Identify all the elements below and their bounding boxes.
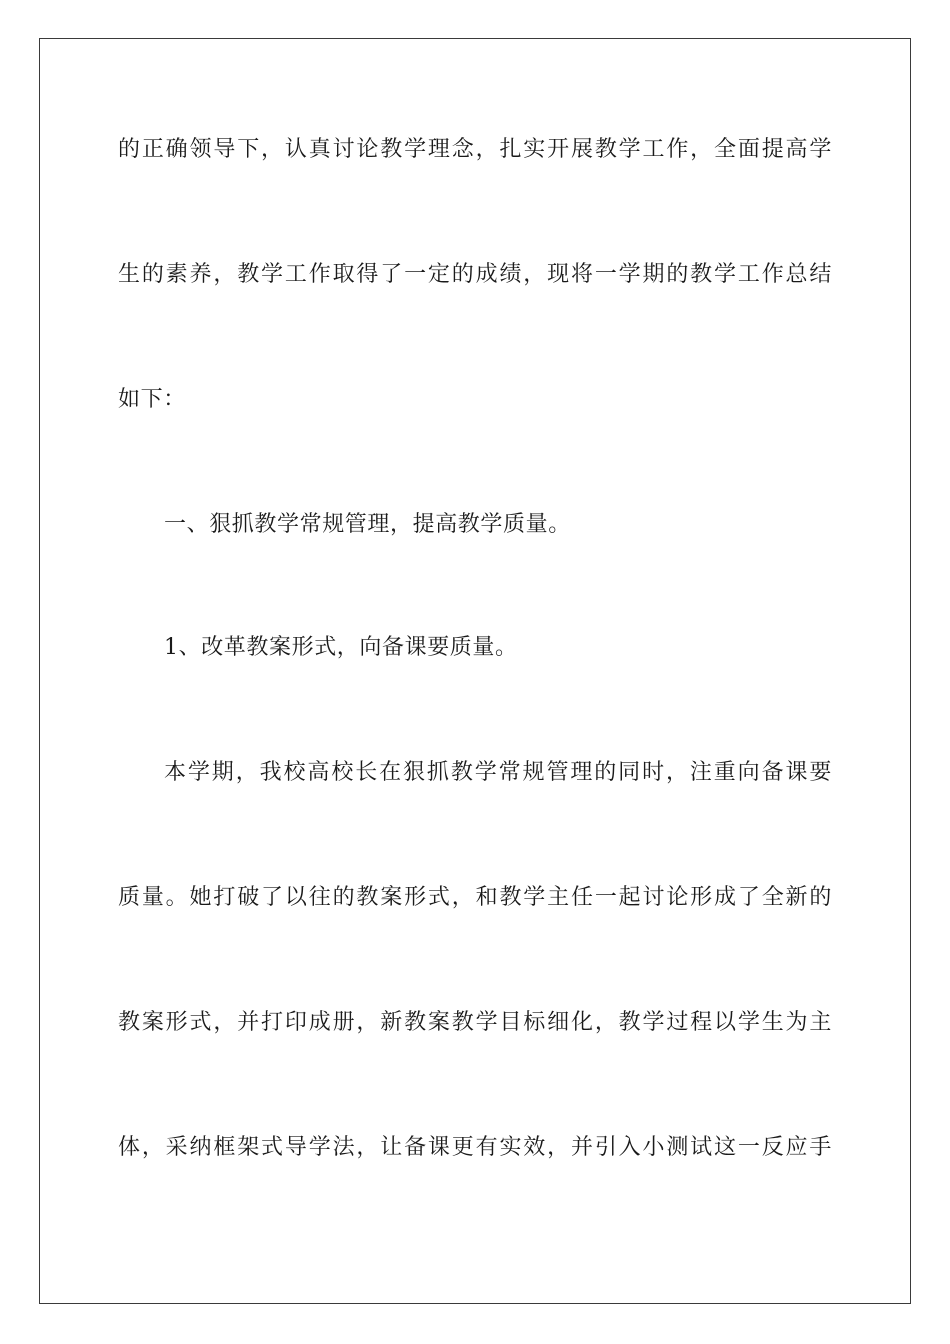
subsection-heading: 1、改革教案形式，向备课要质量。 bbox=[164, 635, 518, 660]
paragraph-line-6: 本学期，我校高校长在狠抓教学常规管理的同时，注重向备课要 bbox=[164, 760, 832, 785]
paragraph-line-7: 质量。她打破了以往的教案形式，和教学主任一起讨论形成了全新的 bbox=[118, 885, 832, 910]
paragraph-line-3: 如下： bbox=[118, 387, 186, 412]
paragraph-line-9: 体，采纳框架式导学法，让备课更有实效，并引入小测试这一反应手 bbox=[118, 1135, 832, 1160]
paragraph-line-8: 教案形式，并打印成册，新教案教学目标细化，教学过程以学生为主 bbox=[118, 1010, 832, 1035]
paragraph-line-2: 生的素养，教学工作取得了一定的成绩，现将一学期的教学工作总结 bbox=[118, 262, 832, 287]
section-heading: 一、狠抓教学常规管理，提高教学质量。 bbox=[164, 512, 571, 537]
paragraph-line-1: 的正确领导下，认真讨论教学理念，扎实开展教学工作，全面提高学 bbox=[118, 137, 832, 162]
page-border bbox=[39, 38, 911, 1304]
